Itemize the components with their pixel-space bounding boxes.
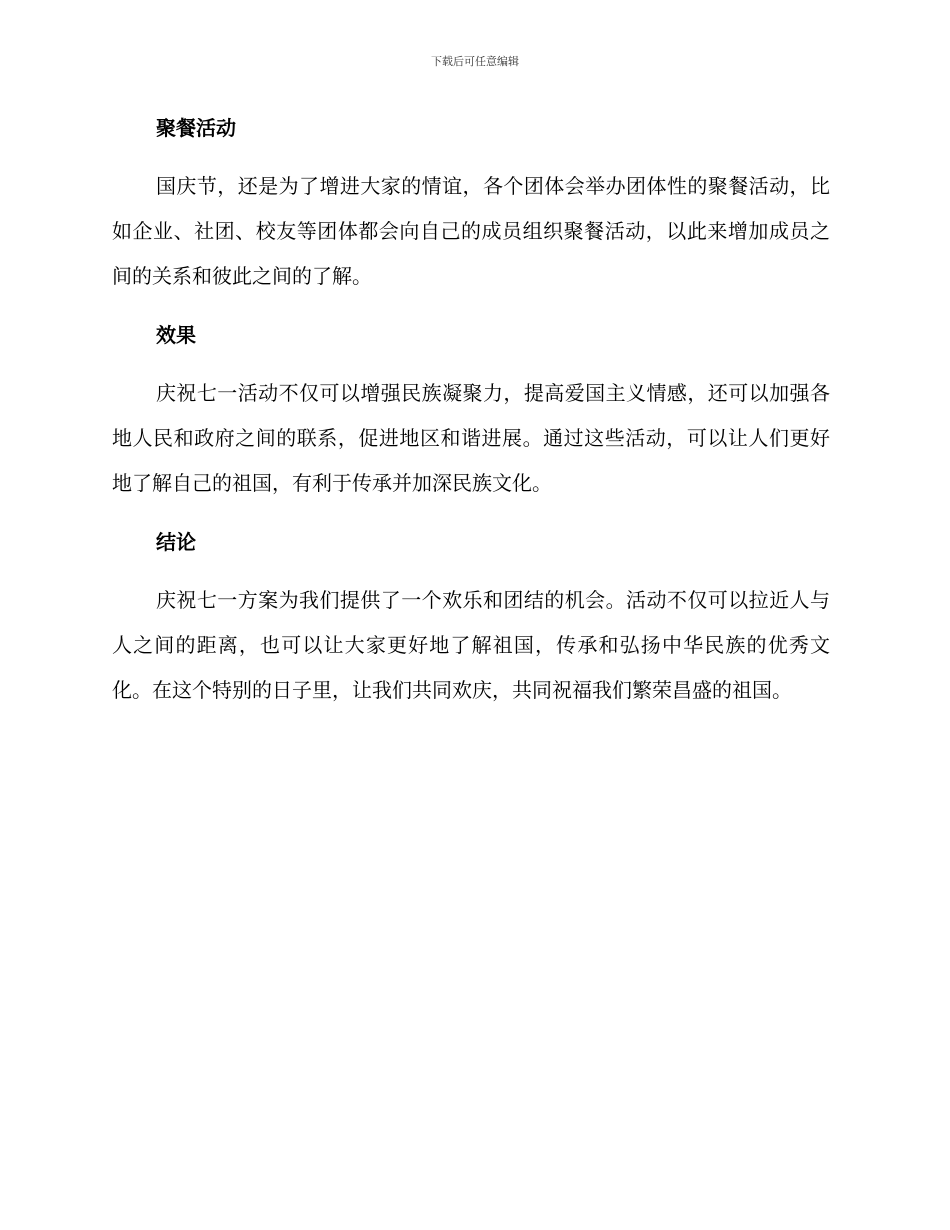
header-text: 下载后可任意编辑: [431, 55, 519, 68]
section-heading: 结论: [156, 530, 196, 554]
section-conclusion: [112, 524, 830, 713]
section-paragraph: 庆祝七一活动不仅可以增强民族凝聚力，提高爱国主义情感，还可以加强各地人民和政府之间的联系，促进地区和谐进展。通过这些活动，可以让人们更好地了解自己的祖国，有利于传承并加深民族文化。: [112, 381, 830, 495]
section-paragraph: 庆祝七一方案为我们提供了一个欢乐和团结的机会。活动不仅可以拉近人与人之间的距离，也可以让大家更好地了解祖国，传承和弘扬中华民族的优秀文化。在这个特别的日子里，让我们共同欢庆，共同祝福我们繁荣昌盛的祖国。: [112, 588, 830, 702]
section-effect: [112, 317, 830, 506]
section-paragraph: 国庆节，还是为了增进大家的情谊，各个团体会举办团体性的聚餐活动，比如企业、社团、校友等团体都会向自己的成员组织聚餐活动，以此来增加成员之间的关系和彼此之间的了解。: [112, 174, 830, 288]
section-heading: 效果: [156, 323, 196, 347]
section-dinner-activity: [112, 110, 830, 299]
page-header: [0, 55, 950, 69]
section-heading: 聚餐活动: [156, 116, 236, 140]
document-content: [112, 110, 830, 731]
